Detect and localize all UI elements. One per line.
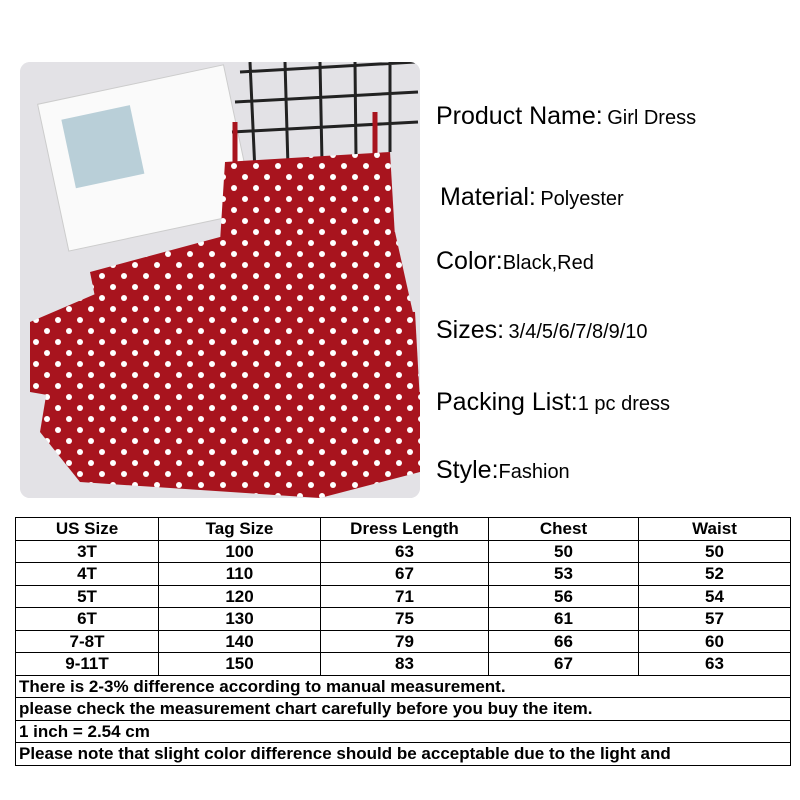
table-row [16, 653, 791, 676]
spec-style [436, 456, 570, 485]
table-row [16, 585, 791, 608]
table-row [16, 608, 791, 631]
header-dress-length: Dress Length [321, 518, 489, 541]
spec-material [440, 183, 624, 212]
spec-color [436, 247, 594, 276]
spec-sizes [436, 316, 648, 345]
spec-value: 3/4/5/6/7/8/9/10 [508, 321, 648, 343]
table-cell: 150 [159, 653, 321, 676]
note-text: please check the measurement chart carefully before you buy the item. [16, 698, 791, 721]
dress-image [20, 62, 420, 498]
spec-label: Product Name: [436, 102, 603, 130]
table-cell: 63 [321, 540, 489, 563]
table-cell: 5T [16, 585, 159, 608]
spec-value: Fashion [498, 461, 570, 483]
header-waist: Waist [639, 518, 791, 541]
spec-value: 1 pc dress [577, 393, 671, 415]
table-cell: 120 [159, 585, 321, 608]
product-photo [20, 62, 420, 498]
table-cell: 110 [159, 563, 321, 586]
spec-label: Color: [436, 247, 503, 275]
table-cell: 52 [639, 563, 791, 586]
header-us-size: US Size [16, 518, 159, 541]
note-row [16, 675, 791, 698]
table-cell: 3T [16, 540, 159, 563]
table-cell: 79 [321, 630, 489, 653]
note-text: There is 2-3% difference according to manual measurement. [16, 675, 791, 698]
table-cell: 57 [639, 608, 791, 631]
table-cell: 66 [489, 630, 639, 653]
header-tag-size: Tag Size [159, 518, 321, 541]
spec-packing-list [436, 388, 670, 417]
table-cell: 50 [489, 540, 639, 563]
table-cell: 56 [489, 585, 639, 608]
spec-value: Black,Red [502, 252, 594, 274]
table-cell: 75 [321, 608, 489, 631]
table-cell: 50 [639, 540, 791, 563]
table-cell: 6T [16, 608, 159, 631]
table-row [16, 540, 791, 563]
spec-label: Material: [440, 183, 536, 211]
size-chart-table [15, 517, 791, 766]
note-text: Please note that slight color difference should be acceptable due to the light and [16, 743, 791, 766]
spec-label: Packing List: [436, 388, 578, 416]
note-row [16, 720, 791, 743]
note-row [16, 698, 791, 721]
spec-label: Sizes: [436, 316, 505, 344]
table-cell: 67 [489, 653, 639, 676]
table-cell: 67 [321, 563, 489, 586]
table-cell: 83 [321, 653, 489, 676]
table-cell: 140 [159, 630, 321, 653]
table-row [16, 630, 791, 653]
table-cell: 60 [639, 630, 791, 653]
table-row [16, 563, 791, 586]
spec-product-name [436, 102, 696, 131]
note-row [16, 743, 791, 766]
spec-value: Polyester [540, 188, 624, 210]
table-cell: 130 [159, 608, 321, 631]
table-cell: 53 [489, 563, 639, 586]
table-cell: 61 [489, 608, 639, 631]
table-cell: 4T [16, 563, 159, 586]
spec-label: Style: [436, 456, 499, 484]
table-cell: 100 [159, 540, 321, 563]
table-header-row [16, 518, 791, 541]
table-cell: 9-11T [16, 653, 159, 676]
table-cell: 7-8T [16, 630, 159, 653]
header-chest: Chest [489, 518, 639, 541]
table-cell: 54 [639, 585, 791, 608]
table-cell: 71 [321, 585, 489, 608]
spec-value: Girl Dress [607, 107, 697, 129]
table-cell: 63 [639, 653, 791, 676]
note-text: 1 inch = 2.54 cm [16, 720, 791, 743]
